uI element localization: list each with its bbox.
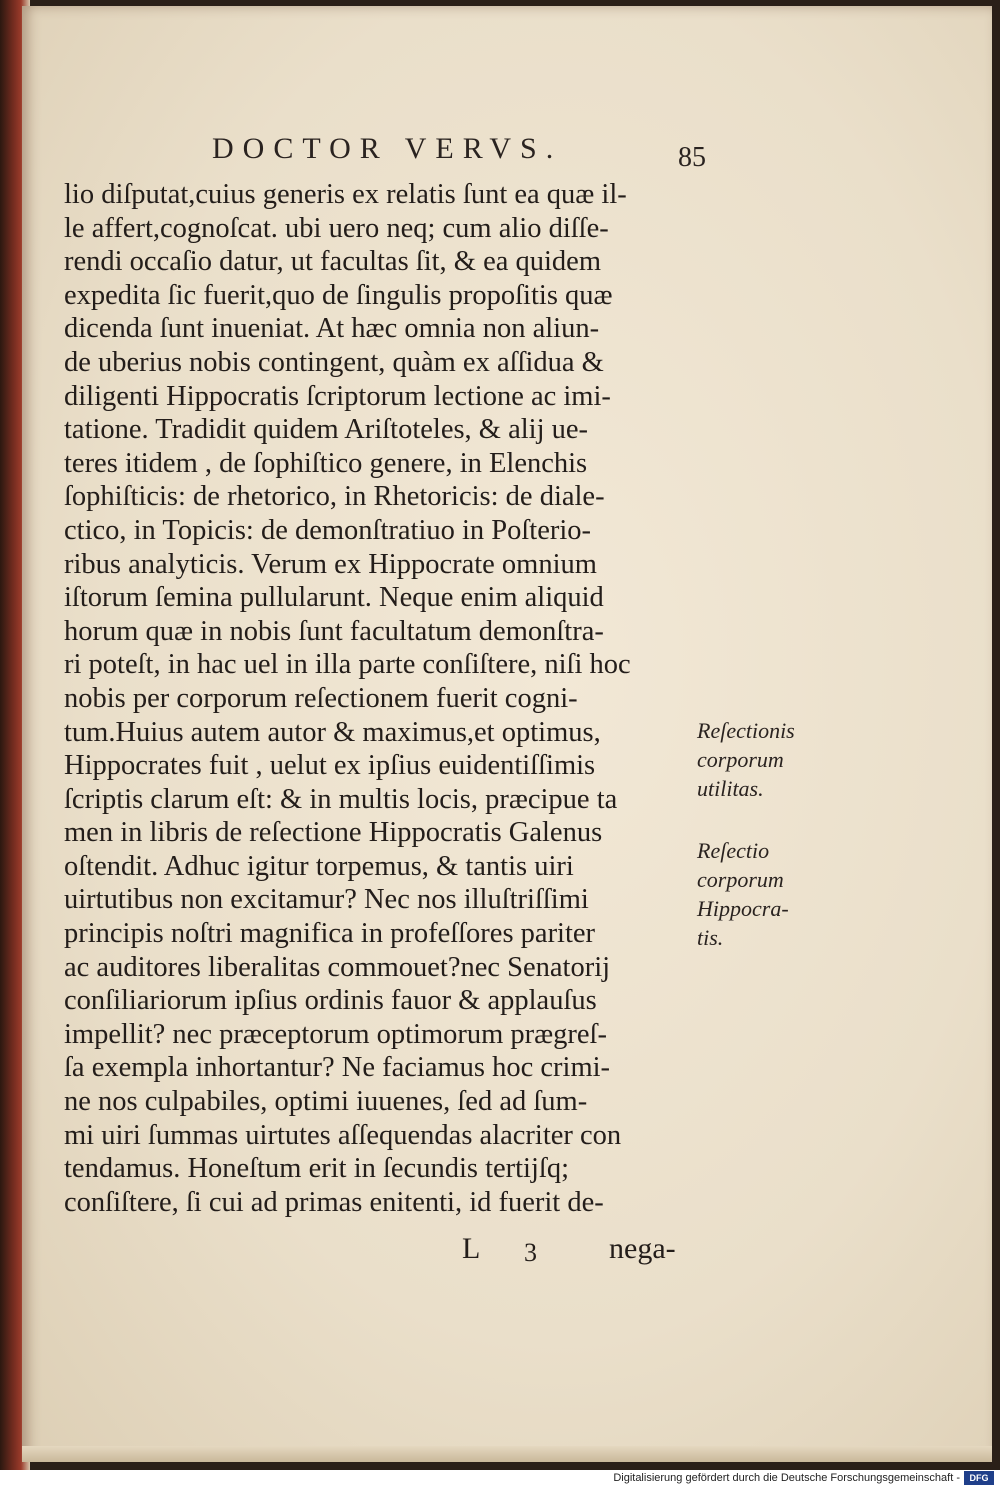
catchword: nega-	[609, 1232, 676, 1265]
text-line: ne nos culpabiles, optimi iuuenes, ſed ad ſum-	[64, 1086, 588, 1118]
dfg-logo: DFG	[964, 1471, 994, 1485]
text-line: ribus analyticis. Verum ex Hippocrate omnium	[64, 548, 597, 580]
marginal-note-line: corporum	[697, 867, 784, 892]
text-line: le affert,cognoſcat. ubi uero neq; cum alio diſſe-	[64, 212, 609, 244]
text-line: diligenti Hippocratis ſcriptorum lectione ac imi-	[64, 380, 611, 412]
marginal-note-line: Reſectio	[697, 838, 770, 863]
text-line: ſophiſticis: de rhetorico, in Rhetoricis: de diale-	[64, 481, 605, 513]
text-line: nobis per corporum reſectionem fuerit cogni-	[64, 682, 578, 714]
marginal-note-line: Reſectionis	[697, 718, 795, 743]
text-line: expedita ſic fuerit,quo de ſingulis propoſitis quæ	[64, 279, 613, 311]
text-line: Hippocrates fuit , uelut ex ipſius euidentiſſimis	[64, 750, 596, 782]
page-bottom-edge	[22, 1446, 992, 1462]
marginal-note-line: utilitas.	[697, 776, 764, 801]
running-head: DOCTOR VERVS.	[212, 132, 563, 165]
signature-mark: L	[462, 1232, 481, 1265]
marginal-note-line: tis.	[697, 925, 724, 950]
text-line: ſa exempla inhortantur? Ne faciamus hoc crimi-	[64, 1052, 611, 1084]
text-line: conſiliariorum ipſius ordinis fauor & applauſus	[64, 985, 597, 1017]
text-line: principis noſtri magnifica in profeſſores pariter	[64, 918, 596, 950]
text-line: ac auditores liberalitas commouet?nec Senatorij	[64, 951, 611, 983]
signature-line	[64, 1232, 694, 1268]
text-line: tendamus. Honeſtum erit in ſecundis tertijſq;	[64, 1153, 569, 1185]
text-line: horum quæ in nobis ſunt facultatum demonſtra-	[64, 615, 604, 647]
text-line: tatione. Tradidit quidem Ariſtoteles, & alij ue-	[64, 414, 589, 446]
text-line: ſcriptis clarum eſt: & in multis locis, præcipue ta	[64, 783, 618, 815]
text-line: iſtorum ſemina pullularunt. Neque enim aliquid	[64, 582, 604, 614]
signature-number: 3	[524, 1238, 537, 1267]
text-line: de uberius nobis contingent, quàm ex aſſidua &	[64, 346, 604, 378]
text-line: dicenda ſunt inueniat. At hæc omnia non aliun-	[64, 313, 600, 345]
main-text-block	[64, 178, 724, 1219]
marginal-note	[697, 716, 795, 803]
digitization-credit: Digitalisierung gefördert durch die Deutsche Forschungsgemeinschaft -	[613, 1472, 960, 1484]
marginal-note	[697, 836, 789, 952]
text-line: teres itidem , de ſophiſtico genere, in Elenchis	[64, 447, 588, 479]
text-line: uirtutibus non excitamur? Nec nos illuſtriſſimi	[64, 884, 589, 916]
text-line: ri poteſt, in hac uel in illa parte conſiſtere, niſi hoc	[64, 649, 631, 681]
text-line: impellit? nec præceptorum optimorum prægreſ-	[64, 1018, 607, 1050]
marginal-note-line: corporum	[697, 747, 784, 772]
text-line: conſiſtere, ſi cui ad primas enitenti, id fuerit de-	[64, 1186, 604, 1218]
text-line: oſtendit. Adhuc igitur torpemus, & tantis uiri	[64, 850, 574, 882]
text-line: men in libris de reſectione Hippocratis Galenus	[64, 817, 603, 849]
marginal-note-line: Hippocra-	[697, 896, 789, 921]
page-number: 85	[678, 142, 706, 173]
text-line: tum.Huius autem autor & maximus,et optimus,	[64, 716, 601, 748]
text-line: rendi occaſio datur, ut facultas ſit, & ea quidem	[64, 246, 602, 278]
text-line: mi uiri ſummas uirtutes aſſequendas alacriter con	[64, 1119, 622, 1151]
text-line: ctico, in Topicis: de demonſtratiuo in Poſterio-	[64, 514, 592, 546]
text-line: lio diſputat,cuius generis ex relatis ſunt ea quæ il-	[64, 179, 627, 210]
